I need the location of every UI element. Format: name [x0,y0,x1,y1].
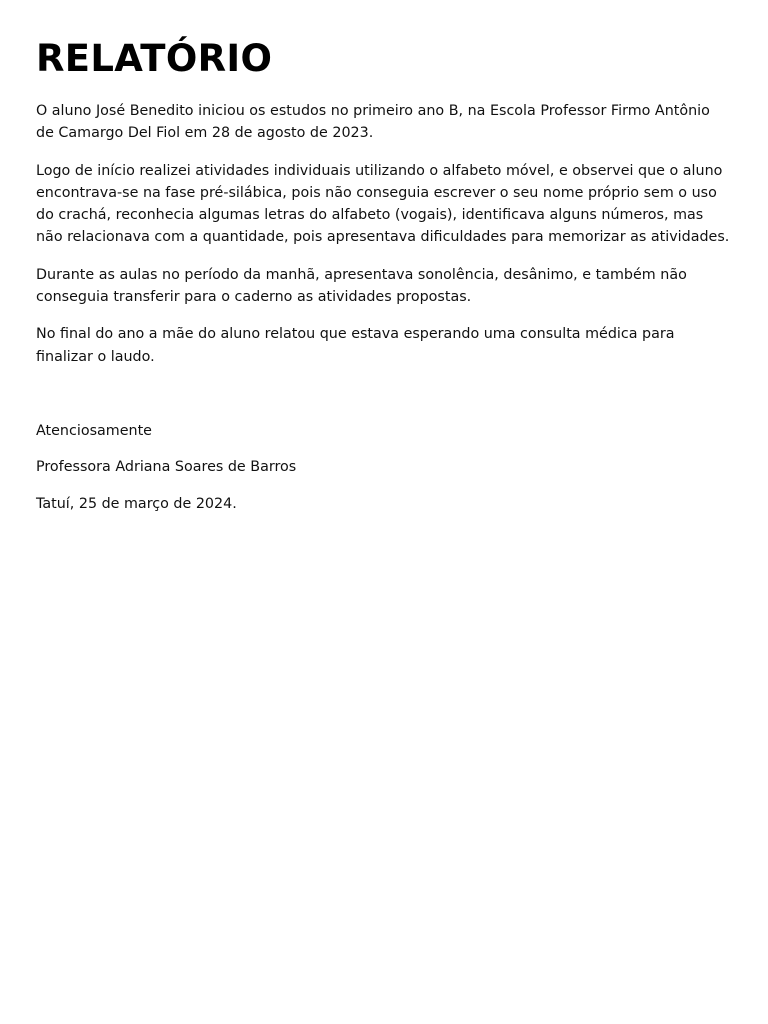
paragraph-medical-report: No final do ano a mãe do aluno relatou que estava esperando uma consulta médica para finalizar o laudo. [36,326,675,365]
paragraph-enrollment: O aluno José Benedito iniciou os estudos no primeiro ano B, na Escola Professor Firmo Antônio de Camargo Del Fiol em 28 de agosto de 2023. [36,103,710,142]
document-page [36,32,732,529]
paragraph-initial-assessment: Logo de início realizei atividades individuais utilizando o alfabeto móvel, e observei que o aluno encontrava-se na fase pré-silábica, pois não conseguia escrever o seu nome próprio sem o uso do crachá, reconhecia algumas letras do alfabeto (vogais), identificava alguns números, mas não relacionava com a quantidade, pois apresentava dificuldades para memorizar as atividades. [36,162,730,246]
document-title: RELATÓRIO [36,37,273,80]
signature-spacer [36,383,732,420]
paragraph-morning-behavior: Durante as aulas no período da manhã, apresentava sonolência, desânimo, e também não conseguia transferir para o caderno as atividades propostas. [36,266,687,306]
closing-salutation: Atenciosamente [36,422,152,439]
signature-name: Professora Adriana Soares de Barros [36,459,297,476]
place-and-date: Tatuí, 25 de março de 2024. [36,495,237,512]
